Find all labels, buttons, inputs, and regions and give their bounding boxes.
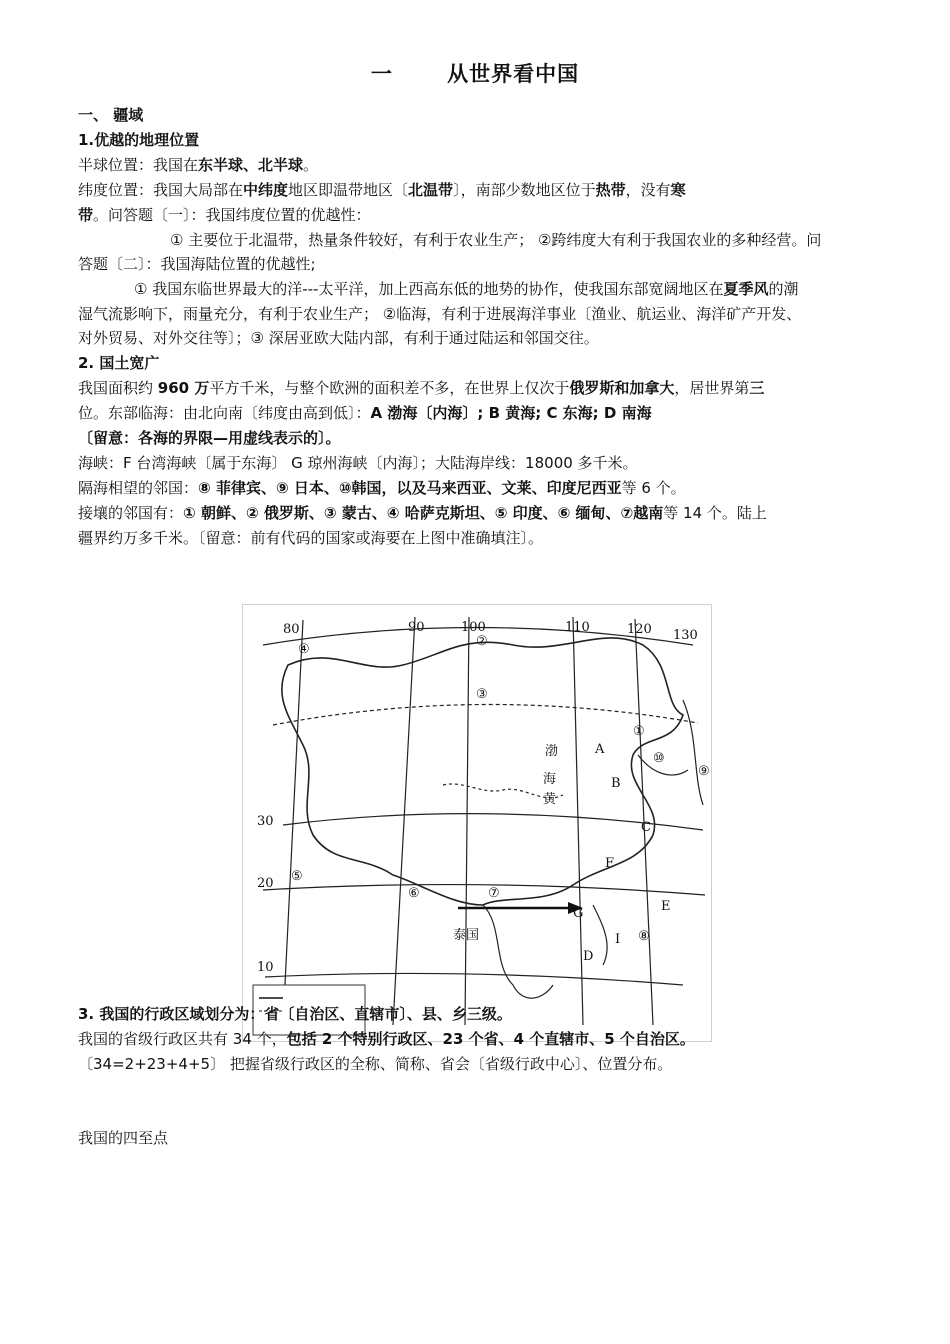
bold-text: 带 (78, 206, 94, 224)
map-place-label: 黄 (543, 792, 557, 807)
map-circled-label: ⑦ (488, 886, 500, 901)
map-longitude-label: 110 (565, 620, 590, 635)
map-circled-label: ④ (298, 642, 310, 657)
text: ，居世界第 (674, 379, 750, 397)
bold-text: 包括 2 个特别行政区、23 个省、4 个直辖市、5 个自治区。 (286, 1030, 695, 1048)
section3-heading: 3. 我国的行政区域划分为：省〔自治区、直辖市〕、县、乡三级。 (78, 1005, 512, 1023)
land-neighbors-line (78, 502, 878, 524)
bold-text: ① 朝鲜、② 俄罗斯、③ 蒙古、④ 哈萨克斯坦、⑤ 印度、⑥ 缅甸、⑦越南 (183, 504, 664, 522)
strait-arrow (458, 902, 583, 914)
sea-neighbors-line (78, 477, 878, 499)
map-circled-label: ⑨ (698, 764, 710, 779)
map-longitude-label: 90 (408, 620, 425, 635)
map-longitude-label: 120 (627, 622, 652, 637)
answer1-line: ① 主要位于北温带，热量条件较好，有利于农业生产； ②跨纬度大有利于我国农业的多种经营。问 (170, 231, 822, 249)
map-longitude-line (465, 617, 469, 1025)
answer2-line (134, 278, 934, 300)
map-letter-label: I (615, 932, 621, 947)
china-outline (282, 638, 683, 905)
text: 隔海相望的邻国： (78, 479, 199, 497)
map-circled-label: ⑤ (291, 869, 303, 884)
map-longitude-label: 130 (673, 628, 698, 643)
section1-heading: 一、 疆域 (78, 106, 144, 124)
extreme-points-heading: 我国的四至点 (78, 1129, 169, 1147)
bold-text: 东半球、北半球 (198, 156, 304, 174)
title-part2: 从世界看中国 (447, 62, 580, 86)
text: 的潮 (768, 280, 799, 298)
map-place-label: 泰国 (453, 928, 480, 943)
map-longitude-label: 100 (461, 620, 486, 635)
bold-text: 俄罗斯和加拿大 (569, 379, 675, 397)
map-latitude-line (263, 885, 705, 895)
provinces-line (78, 1028, 878, 1050)
answer2-line-2: 湿气流影响下，雨量充分，有利于农业生产； ②临海，有利于进展海洋事业〔渔业、航运业、海洋矿产开发、 (78, 305, 802, 323)
map-longitude-line (393, 617, 415, 1025)
map-latitude-line (273, 704, 698, 725)
latitude-line-2 (78, 204, 878, 226)
map-latitude-label: 10 (257, 960, 274, 975)
map-latitude-label: 20 (257, 876, 274, 891)
map-circled-label: ⑥ (408, 886, 420, 901)
answer2-line-3: 对外贸易、对外交往等〕；③ 深居亚欧大陆内部，有利于通过陆运和邻国交往。 (78, 329, 599, 347)
map-svg (243, 605, 711, 1041)
text: 等 6 个。 (621, 479, 686, 497)
page-title (0, 58, 950, 88)
map-circled-label: ③ (476, 687, 488, 702)
map-letter-label: B (611, 776, 621, 791)
map-circled-label: ⑩ (653, 751, 665, 766)
bold-text: 夏季风 (723, 280, 769, 298)
map-latitude-line (265, 973, 683, 985)
map-latitude-label: 30 (257, 814, 274, 829)
straits-line: 海峡：F 台湾海峡〔属于东海〕 G 琼州海峡〔内海〕；大陆海岸线：18000 多千米。 (78, 454, 638, 472)
map-letter-label: A (595, 742, 605, 757)
text: 纬度位置：我国大局部在 (78, 181, 244, 199)
map-latitude-line (283, 814, 703, 830)
text: ① 我国东临世界最大的洋---太平洋，加上西高东低的地势的协作，使我国东部宽阔地区在 (134, 280, 724, 298)
bold-text: A 渤海〔内海〕; B 黄海; C 东海; D 南海 (370, 404, 652, 422)
formula-line: 〔34=2+23+4+5〕 把握省级行政区的全称、简称、省会〔省级行政中心〕、位置分布。 (78, 1055, 673, 1073)
taiwan-coast (593, 905, 607, 965)
latitude-line (78, 179, 878, 201)
text: 〕，南部少数地区位于 (453, 181, 596, 199)
text: 地区即温带地区〔 (288, 181, 409, 199)
bold-text: 热带 (595, 181, 626, 199)
text: 半球位置：我国在 (78, 156, 199, 174)
map-longitude-line (573, 617, 583, 1025)
map-circled-label: ① (633, 724, 645, 739)
bold-text: 三 (749, 379, 765, 397)
china-map-figure (242, 604, 712, 1042)
map-circled-label: ⑧ (638, 929, 650, 944)
map-letter-label: C (641, 820, 651, 835)
text: 。问答题〔一〕：我国纬度位置的优越性： (93, 206, 371, 224)
text: 我国的省级行政区共有 34 个， (78, 1030, 287, 1048)
text: 接壤的邻国有： (78, 504, 184, 522)
indochina-coast (483, 905, 553, 998)
text: 我国面积约 (78, 379, 158, 397)
text: 。 (303, 156, 319, 174)
bold-text: ⑧ 菲律宾、⑨ 日本、⑩韩国，以及马来西亚、文莱、印度尼西亚 (198, 479, 622, 497)
title-part1: 一 (370, 62, 393, 86)
seas-line (78, 402, 878, 424)
section2-heading: 2. 国土宽广 (78, 354, 160, 372)
map-letter-label: D (583, 949, 594, 964)
question2-line: 答题〔二〕：我国海陆位置的优越性; (78, 255, 316, 273)
bold-text: 中纬度 (243, 181, 289, 199)
text: ，没有 (625, 181, 671, 199)
hemisphere-line (78, 154, 878, 176)
border-line: 疆界约万多千米。〔留意：前有代码的国家或海要在上图中准确填注〕。 (78, 529, 544, 547)
bold-text: 寒 (670, 181, 686, 199)
text: 位。东部临海：由北向南〔纬度由高到低〕： (78, 404, 371, 422)
text: 等 14 个。陆上 (663, 504, 767, 522)
area-line (78, 377, 878, 399)
map-place-label: 渤 (545, 744, 559, 759)
map-longitude-label: 80 (283, 622, 300, 637)
section1-subheading: 1.优越的地理位置 (78, 131, 200, 149)
map-letter-label: F (605, 856, 615, 871)
map-letter-label: E (661, 899, 671, 914)
seas-note: 〔留意：各海的界限—用虚线表示的〕。 (78, 429, 341, 447)
bold-text: 北温带 (408, 181, 454, 199)
map-letter-label: G (573, 906, 584, 921)
text: 平方千米，与整个欧洲的面积差不多，在世界上仅次于 (209, 379, 570, 397)
map-place-label: 海 (543, 772, 557, 787)
bold-text: 960 万 (157, 379, 210, 397)
map-circled-label: ② (476, 634, 488, 649)
japan-coast (683, 700, 703, 805)
